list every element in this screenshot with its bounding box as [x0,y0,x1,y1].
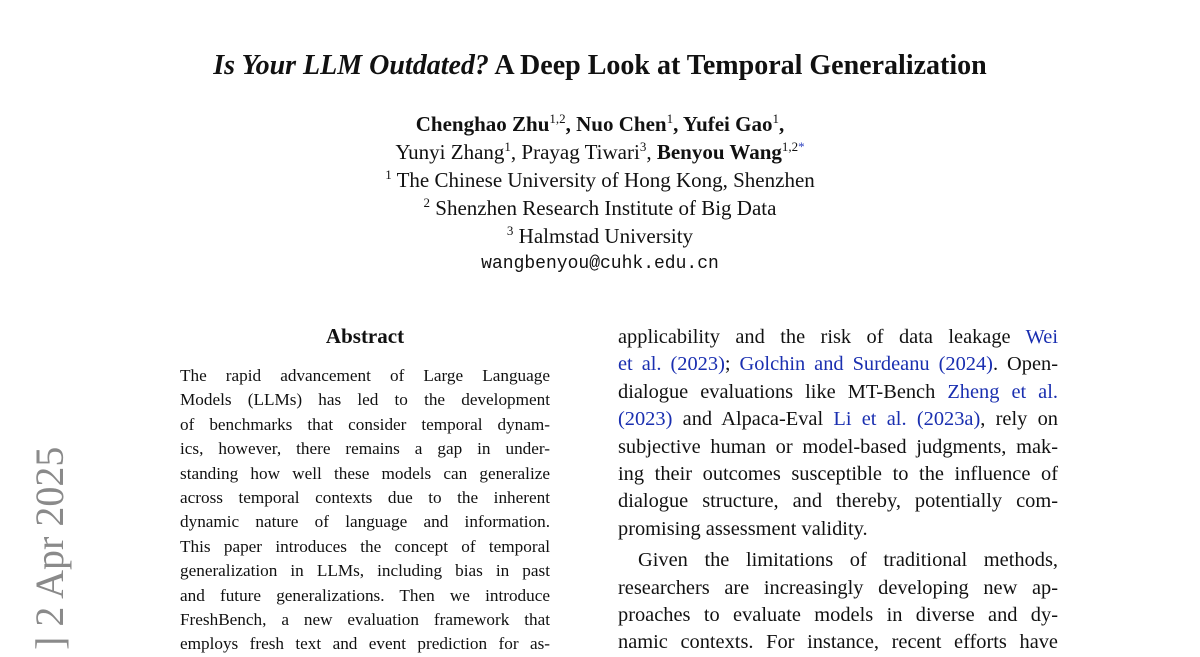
citation-link[interactable]: (2024) [938,353,993,376]
author-name: Chenghao Zhu [415,112,550,136]
title-rest: A Deep Look at Temporal Generalization [488,50,987,81]
citation-link[interactable]: (2023) [618,408,673,431]
body-line: dialogue structure, and thereby, potentially com- [618,490,1058,513]
citation-link[interactable]: (2023) [670,353,725,376]
corresponding-author-mark[interactable]: * [798,139,805,154]
author-name: Benyou Wang [656,140,782,164]
affil-sup: 2 [423,195,431,210]
body-line: applicability and the risk of data leakage Wei [618,326,1058,348]
body-line: researchers are increasingly developing new ap- [618,576,1058,599]
affiliation-3 [0,222,1200,250]
author-line-2: Yunyi Zhang$^1$, Prayag Tiwari$^3$, Benyou Wang$^{1,2*}$ [395,139,805,164]
author-block [0,110,1200,278]
abstract-heading: Abstract [325,324,405,348]
paper-title [0,48,1200,84]
title-italic-part: Is Your LLM Outdated? [213,50,489,81]
citation-link[interactable]: Wei [1025,326,1058,348]
abstract-line: The rapid advancement of Large Language [180,366,550,385]
author-line-1: Chenghao Zhu$^{1,2}$, Nuo Chen$^1$, Yufei Gao$^1$, [415,111,785,136]
affil-sup: 1 [385,167,392,182]
author-affil-sup: 1 [504,139,511,154]
body-line: ing their outcomes susceptible to the influence of [618,463,1058,486]
abstract-line: dynamic nature of language and information. [180,512,550,532]
author-affil-sup: 1 [772,111,779,126]
abstract-line: FreshBench, a new evaluation framework that [180,610,550,630]
abstract-line: generalization in LLMs, including bias in past [180,561,550,581]
affiliation-1 [0,166,1200,194]
contact-email[interactable]: wangbenyou@cuhk.edu.cn [481,254,719,274]
citation-link[interactable]: (2023a) [916,408,981,431]
affil-text: Shenzhen Research Institute of Big Data [430,196,777,220]
body-line: proaches to evaluate models in diverse and dy- [618,604,1058,627]
affiliation-2 [0,194,1200,222]
affil-sup: 3 [506,223,514,238]
citation-link[interactable]: et al. [618,353,662,376]
author-name: Nuo Chen [576,112,667,136]
author-affil-sup: 3 [639,139,647,154]
body-line: Given the limitations of traditional methods, [638,549,1058,572]
affil-text: The Chinese University of Hong Kong, Shenzhen [391,168,815,192]
arxiv-side-stamp [27,430,72,650]
abstract-line: employs fresh text and event prediction for as- [180,634,550,654]
author-name: Yunyi Zhang [395,140,505,164]
abstract-line: of benchmarks that consider temporal dynam- [180,414,550,434]
author-affil-sup: 1 [666,111,674,126]
body-line: subjective human or model-based judgments, mak- [618,435,1058,458]
arxiv-date-text: ] 2 Apr 2025 [27,446,72,650]
abstract-section [180,320,550,657]
author-affil-sup: 1,2 [549,111,566,126]
author-name: Prayag Tiwari [521,140,640,164]
body-line: dialogue evaluations like MT-Bench Zheng et al. [618,380,1058,403]
abstract-line: This paper introduces the concept of temporal [180,536,550,556]
abstract-line: and future generalizations. Then we introduce [180,585,550,605]
body-line: (2023) and Alpaca-Eval Li et al. (2023a), rely on [618,408,1058,431]
citation-link[interactable]: Golchin and Surdeanu [739,353,930,376]
body-line: promising assessment validity. [618,517,868,540]
body-line: namic contexts. For instance, recent efforts have [618,631,1058,654]
body-line: et al. (2023); Golchin and Surdeanu (2024). Open- [618,353,1058,376]
abstract-line: ics, however, there remains a gap in under- [180,439,550,459]
abstract-body [180,364,550,657]
affil-text: Halmstad University [513,224,694,248]
abstract-line: Models (LLMs) has led to the development [180,390,550,410]
abstract-line: standing how well these models can generalize [180,463,550,483]
author-affil-sup: 1,2 [781,139,799,154]
citation-link[interactable]: Zheng et al. [947,380,1058,403]
abstract-line: across temporal contexts due to the inherent [180,488,550,508]
author-name: Yufei Gao [682,112,773,136]
body-column-right [618,324,1058,657]
citation-link[interactable]: Li et al. [833,408,907,431]
